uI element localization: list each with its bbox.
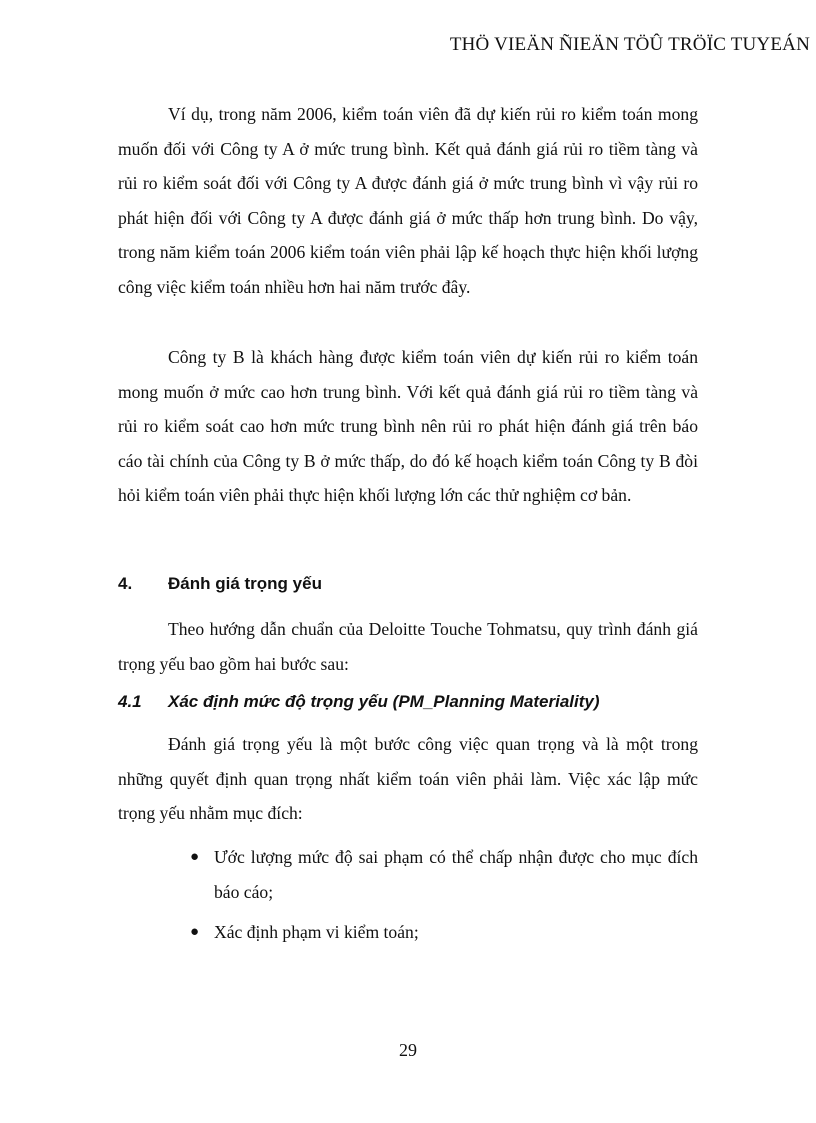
- bullet-text: Xác định phạm vi kiểm toán;: [214, 922, 419, 942]
- bullet-icon: ●: [190, 849, 200, 865]
- bullet-icon: ●: [190, 924, 200, 940]
- subsection-title: Xác định mức độ trọng yếu (PM_Planning Materiality): [168, 692, 600, 711]
- subsection-number: 4.1: [118, 692, 142, 711]
- bullet-text: Ước lượng mức độ sai phạm có thể chấp nhận được cho mục đích báo cáo;: [214, 847, 698, 902]
- subsection-heading: [118, 692, 600, 712]
- paragraph-deloitte-guidance: Theo hướng dẫn chuẩn của Deloitte Touche Tohmatsu, quy trình đánh giá trọng yếu bao gồm hai bước sau:: [118, 619, 698, 674]
- page-header: THÖ VIEÄN ÑIEÄN TÖÛ TRÖÏC TUYEÁN: [449, 34, 810, 55]
- section-heading: [118, 574, 322, 594]
- bullet-item: [190, 840, 698, 909]
- page-number: 29: [399, 1040, 417, 1060]
- section-title: Đánh giá trọng yếu: [168, 574, 322, 593]
- bullet-item: [190, 915, 698, 950]
- section-number: 4.: [118, 574, 133, 593]
- paragraph-materiality-purpose: Đánh giá trọng yếu là một bước công việc quan trọng và là một trong những quyết định quan trọng nhất kiểm toán viên phải làm. Việc xác lập mức trọng yếu nhằm mục đích:: [118, 734, 698, 823]
- paragraph-example-company-b: Công ty B là khách hàng được kiểm toán viên dự kiến rủi ro kiểm toán mong muốn ở mức cao hơn trung bình. Với kết quả đánh giá rủi ro tiềm tàng và rủi ro kiểm soát cao hơn mức trung bình nên rủi ro phát hiện đánh giá trên báo cáo tài chính của Công ty B ở mức thấp, do đó kế hoạch kiểm toán Công ty B đòi hỏi kiểm toán viên phải thực hiện khối lượng lớn các thử nghiệm cơ bản.: [118, 347, 698, 505]
- paragraph-example-company-a: Ví dụ, trong năm 2006, kiểm toán viên đã dự kiến rủi ro kiểm toán mong muốn đối với Công ty A ở mức trung bình. Kết quả đánh giá rủi ro tiềm tàng và rủi ro kiểm soát đối với Công ty A được đánh giá ở mức trung bình vì vậy rủi ro phát hiện đối với Công ty A được đánh giá ở mức thấp hơn trung bình. Do vậy, trong năm kiểm toán 2006 kiểm toán viên phải lập kế hoạch thực hiện khối lượng công việc kiểm toán nhiều hơn hai năm trước đây.: [118, 104, 698, 297]
